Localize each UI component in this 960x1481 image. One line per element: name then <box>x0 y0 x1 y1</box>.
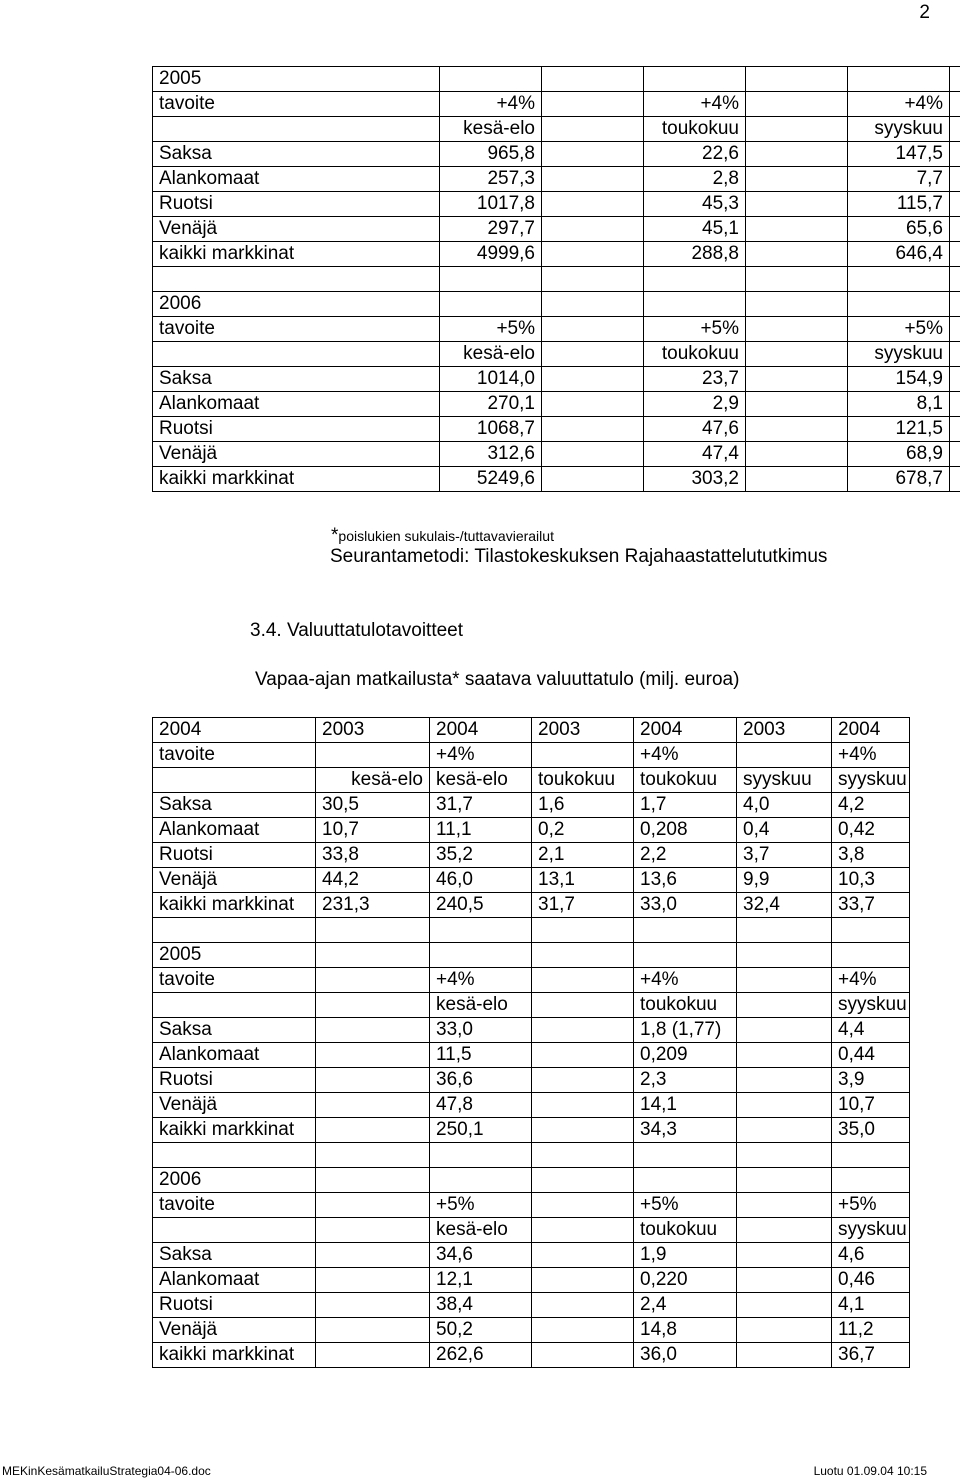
cell-value: 32,4 <box>737 893 832 918</box>
cell-value: 65,6 <box>848 217 950 242</box>
cell-value: 0,220 <box>634 1268 737 1293</box>
target-value: +4% <box>832 968 910 993</box>
period-label: toukokuu <box>644 342 746 367</box>
cell-value: 0,209 <box>634 1043 737 1068</box>
upper-table <box>152 66 960 492</box>
year-row <box>153 718 910 743</box>
period-label: syyskuu <box>832 993 910 1018</box>
market-name: Saksa <box>153 1018 316 1043</box>
market-name: kaikki markkinat <box>153 1118 316 1143</box>
cell-value: 147,5 <box>848 142 950 167</box>
year-label: 2006 <box>153 292 440 317</box>
target-value: +5% <box>440 317 542 342</box>
target-row <box>153 1193 910 1218</box>
cell-value: 13,1 <box>532 868 634 893</box>
year-row <box>153 292 960 317</box>
period-row <box>153 117 960 142</box>
period-label: toukokuu <box>634 768 737 793</box>
cell-value: 50,2 <box>430 1318 532 1343</box>
cell-value: 47,8 <box>430 1093 532 1118</box>
target-value: +4% <box>634 968 737 993</box>
table-row <box>153 1043 910 1068</box>
cell-value: 14,1 <box>634 1093 737 1118</box>
period-label: kesä-elo <box>430 993 532 1018</box>
market-name: Alankomaat <box>153 1268 316 1293</box>
footnote <box>331 525 554 547</box>
cell-value: 13,6 <box>634 868 737 893</box>
cell-value: 11,2 <box>832 1318 910 1343</box>
period-label: toukokuu <box>644 117 746 142</box>
footer-created: Luotu 01.09.04 10:15 <box>813 1464 927 1478</box>
period-row <box>153 993 910 1018</box>
cell-value: 10,3 <box>832 868 910 893</box>
table-row <box>153 417 960 442</box>
table-row <box>153 217 960 242</box>
cell-value: 297,7 <box>440 217 542 242</box>
table-row <box>153 1068 910 1093</box>
target-row <box>153 968 910 993</box>
table-row <box>153 142 960 167</box>
cell-value: 270,1 <box>440 392 542 417</box>
target-row <box>153 743 910 768</box>
table-row <box>153 868 910 893</box>
cell-value: 1068,7 <box>440 417 542 442</box>
period-label: syyskuu <box>832 1218 910 1243</box>
cell-value: 2,3 <box>634 1068 737 1093</box>
cell-value: 3,7 <box>737 843 832 868</box>
market-name: kaikki markkinat <box>153 893 316 918</box>
cell-value: 34,6 <box>430 1243 532 1268</box>
cell-value: 4999,6 <box>440 242 542 267</box>
cell-value: 288,8 <box>644 242 746 267</box>
cell-value: 33,0 <box>634 893 737 918</box>
cell-value: 1014,0 <box>440 367 542 392</box>
year-label: 2003 <box>532 718 634 743</box>
cell-value: 31,7 <box>532 893 634 918</box>
cell-value: 0,44 <box>832 1043 910 1068</box>
table-row <box>153 818 910 843</box>
cell-value: 10,7 <box>832 1093 910 1118</box>
market-name: Venäjä <box>153 868 316 893</box>
table-row <box>153 167 960 192</box>
cell-value: 44,2 <box>316 868 430 893</box>
lower-table <box>152 717 910 1368</box>
cell-value: 23,7 <box>644 367 746 392</box>
year-label: 2005 <box>153 67 440 92</box>
spacer-row <box>153 1143 910 1168</box>
year-label: 2004 <box>634 718 737 743</box>
cell-value: 47,4 <box>644 442 746 467</box>
cell-value: 45,1 <box>644 217 746 242</box>
cell-value: 2,8 <box>644 167 746 192</box>
spacer-row <box>153 267 960 292</box>
target-value: +5% <box>430 1193 532 1218</box>
cell-value: 250,1 <box>430 1118 532 1143</box>
cell-value: 36,0 <box>634 1343 737 1368</box>
cell-value: 4,1 <box>832 1293 910 1318</box>
table-row <box>153 242 960 267</box>
market-name: kaikki markkinat <box>153 1343 316 1368</box>
cell-value: 14,8 <box>634 1318 737 1343</box>
period-label: kesä-elo <box>430 1218 532 1243</box>
cell-value: 0,208 <box>634 818 737 843</box>
target-row <box>153 317 960 342</box>
table-row <box>153 1268 910 1293</box>
target-value: +5% <box>848 317 950 342</box>
tavoite-label: tavoite <box>153 1193 316 1218</box>
period-row <box>153 768 910 793</box>
period-label: kesä-elo <box>430 768 532 793</box>
market-name: Ruotsi <box>153 192 440 217</box>
market-name: Saksa <box>153 1243 316 1268</box>
market-name: Saksa <box>153 367 440 392</box>
market-name: kaikki markkinat <box>153 242 440 267</box>
cell-value: 46,0 <box>430 868 532 893</box>
footnote-star: * <box>331 525 339 546</box>
cell-value: 1017,8 <box>440 192 542 217</box>
cell-value: 0,46 <box>832 1268 910 1293</box>
cell-value: 0,42 <box>832 818 910 843</box>
cell-value: 33,0 <box>430 1018 532 1043</box>
table-row <box>153 1318 910 1343</box>
cell-value: 2,9 <box>644 392 746 417</box>
table-row <box>153 392 960 417</box>
cell-value: 4,4 <box>832 1018 910 1043</box>
cell-value: 31,7 <box>430 793 532 818</box>
period-label: syyskuu <box>848 342 950 367</box>
cell-value: 7,7 <box>848 167 950 192</box>
cell-value: 1,9 <box>634 1243 737 1268</box>
target-value: +4% <box>634 743 737 768</box>
market-name: Ruotsi <box>153 417 440 442</box>
cell-value: 8,1 <box>848 392 950 417</box>
target-value: +4% <box>430 968 532 993</box>
target-value: +4% <box>832 743 910 768</box>
footer-filename: MEKinKesämatkailuStrategia04-06.doc <box>2 1464 211 1478</box>
table-row <box>153 1343 910 1368</box>
spacer-row <box>153 918 910 943</box>
market-name: Ruotsi <box>153 1293 316 1318</box>
cell-value: 35,2 <box>430 843 532 868</box>
period-label: kesä-elo <box>440 342 542 367</box>
cell-value: 1,6 <box>532 793 634 818</box>
cell-value: 0,4 <box>737 818 832 843</box>
period-row <box>153 1218 910 1243</box>
market-name: kaikki markkinat <box>153 467 440 492</box>
target-value: +5% <box>832 1193 910 1218</box>
market-name: Saksa <box>153 142 440 167</box>
page-number: 2 <box>919 2 930 23</box>
target-value: +4% <box>848 92 950 117</box>
year-label: 2003 <box>316 718 430 743</box>
tavoite-label: tavoite <box>153 317 440 342</box>
cell-value: 1,7 <box>634 793 737 818</box>
cell-value: 3,9 <box>832 1068 910 1093</box>
table-row <box>153 367 960 392</box>
cell-value: 262,6 <box>430 1343 532 1368</box>
table-row <box>153 1293 910 1318</box>
cell-value: 68,9 <box>848 442 950 467</box>
table-row <box>153 793 910 818</box>
cell-value: 5249,6 <box>440 467 542 492</box>
target-value: +4% <box>644 92 746 117</box>
cell-value: 312,6 <box>440 442 542 467</box>
cell-value: 10,7 <box>316 818 430 843</box>
cell-value: 4,6 <box>832 1243 910 1268</box>
tavoite-label: tavoite <box>153 743 316 768</box>
cell-value: 12,1 <box>430 1268 532 1293</box>
period-label: kesä-elo <box>316 768 430 793</box>
cell-value: 3,8 <box>832 843 910 868</box>
cell-value: 303,2 <box>644 467 746 492</box>
cell-value: 33,7 <box>832 893 910 918</box>
year-label: 2005 <box>153 943 316 968</box>
year-label: 2006 <box>153 1168 316 1193</box>
section-title: 3.4. Valuuttatulotavoitteet <box>250 620 464 641</box>
cell-value: 11,1 <box>430 818 532 843</box>
period-label: syyskuu <box>737 768 832 793</box>
market-name: Alankomaat <box>153 392 440 417</box>
table-row <box>153 1118 910 1143</box>
tavoite-label: tavoite <box>153 92 440 117</box>
table-row <box>153 442 960 467</box>
period-label: toukokuu <box>532 768 634 793</box>
cell-value: 154,9 <box>848 367 950 392</box>
cell-value: 646,4 <box>848 242 950 267</box>
period-label: syyskuu <box>832 768 910 793</box>
cell-value: 33,8 <box>316 843 430 868</box>
table-row <box>153 467 960 492</box>
cell-value: 36,7 <box>832 1343 910 1368</box>
cell-value: 257,3 <box>440 167 542 192</box>
method-text: Seurantametodi: Tilastokeskuksen Rajahaastattelututkimus <box>330 546 828 567</box>
market-name: Venäjä <box>153 1093 316 1118</box>
year-label: 2004 <box>153 718 316 743</box>
table-row <box>153 843 910 868</box>
year-label: 2004 <box>832 718 910 743</box>
cell-value: 965,8 <box>440 142 542 167</box>
period-label: toukokuu <box>634 993 737 1018</box>
table-row <box>153 192 960 217</box>
cell-value: 0,2 <box>532 818 634 843</box>
period-label: kesä-elo <box>440 117 542 142</box>
market-name: Saksa <box>153 793 316 818</box>
cell-value: 34,3 <box>634 1118 737 1143</box>
target-value: +4% <box>430 743 532 768</box>
cell-value: 2,1 <box>532 843 634 868</box>
target-value: +4% <box>440 92 542 117</box>
cell-value: 38,4 <box>430 1293 532 1318</box>
cell-value: 47,6 <box>644 417 746 442</box>
cell-value: 30,5 <box>316 793 430 818</box>
table-row <box>153 1243 910 1268</box>
cell-value: 11,5 <box>430 1043 532 1068</box>
market-name: Venäjä <box>153 1318 316 1343</box>
market-name: Alankomaat <box>153 1043 316 1068</box>
market-name: Venäjä <box>153 217 440 242</box>
cell-value: 678,7 <box>848 467 950 492</box>
table-row <box>153 893 910 918</box>
cell-value: 22,6 <box>644 142 746 167</box>
target-value: +5% <box>644 317 746 342</box>
cell-value: 4,2 <box>832 793 910 818</box>
cell-value: 121,5 <box>848 417 950 442</box>
year-row <box>153 67 960 92</box>
year-label: 2004 <box>430 718 532 743</box>
period-label: syyskuu <box>848 117 950 142</box>
period-row <box>153 342 960 367</box>
period-label: toukokuu <box>634 1218 737 1243</box>
cell-value: 2,2 <box>634 843 737 868</box>
table-row <box>153 1018 910 1043</box>
market-name: Venäjä <box>153 442 440 467</box>
target-row <box>153 92 960 117</box>
table-row <box>153 1093 910 1118</box>
cell-value: 45,3 <box>644 192 746 217</box>
year-row <box>153 943 910 968</box>
cell-value: 231,3 <box>316 893 430 918</box>
cell-value: 1,8 (1,77) <box>634 1018 737 1043</box>
market-name: Alankomaat <box>153 818 316 843</box>
market-name: Ruotsi <box>153 843 316 868</box>
market-name: Ruotsi <box>153 1068 316 1093</box>
cell-value: 2,4 <box>634 1293 737 1318</box>
year-row <box>153 1168 910 1193</box>
target-value: +5% <box>634 1193 737 1218</box>
cell-value: 9,9 <box>737 868 832 893</box>
market-name: Alankomaat <box>153 167 440 192</box>
footnote-text: poislukien sukulais-/tuttavavierailut <box>338 528 554 544</box>
cell-value: 35,0 <box>832 1118 910 1143</box>
year-label: 2003 <box>737 718 832 743</box>
cell-value: 115,7 <box>848 192 950 217</box>
tavoite-label: tavoite <box>153 968 316 993</box>
cell-value: 240,5 <box>430 893 532 918</box>
cell-value: 4,0 <box>737 793 832 818</box>
cell-value: 36,6 <box>430 1068 532 1093</box>
table-subtitle: Vapaa-ajan matkailusta* saatava valuuttatulo (milj. euroa) <box>255 669 740 690</box>
